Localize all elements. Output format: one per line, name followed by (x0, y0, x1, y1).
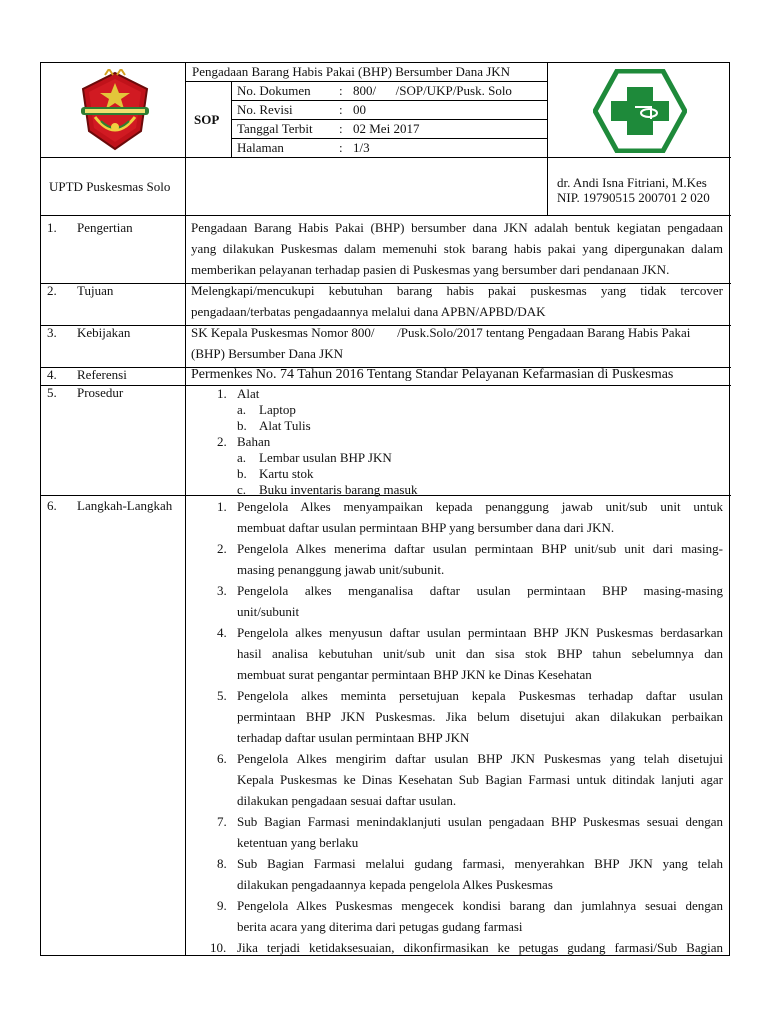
meta-label-document-number: No. Dokumen (237, 83, 311, 98)
step-number: 4. (217, 625, 227, 640)
prosedur-item: Laptop (259, 402, 296, 417)
regional-emblem-icon (75, 69, 155, 153)
pengertian-line: Pengadaan Barang Habis Pakai (BHP) bersumber dana JKN adalah bentuk kegiatan pengadaan (191, 220, 723, 235)
step-line: ketentuan yang berlaku (237, 835, 359, 850)
step-line: Kepala Puskesmas ke Dinas Kesehatan Sub Bagian Farmasi untuk ditindak lanjuti agar (237, 772, 723, 787)
step-line: dilakukan pengadaan sesuai daftar usulan. (237, 793, 457, 808)
step-line: Sub Bagian Farmasi melalui gudang farmasi, menyerahkan BHP JKN yang telah (237, 856, 723, 871)
section-title-kebijakan: Kebijakan (77, 325, 131, 340)
unit-name: UPTD Puskesmas Solo (49, 179, 171, 194)
step-number: 7. (217, 814, 227, 829)
prosedur-item: Kartu stok (259, 466, 314, 481)
step-line: Jika terjadi ketidaksesuaian, dikonfirmasikan ke petugas gudang farmasi/Sub Bagian (237, 940, 723, 955)
signer-nip: NIP. 19790515 200701 2 020 (557, 190, 710, 205)
tujuan-line: pengadaan/terbatas pengadaannya melalui dana APBN/APBD/DAK (191, 304, 546, 319)
meta-label-revision: No. Revisi (237, 102, 293, 117)
prosedur-group-number: 2. (217, 434, 227, 449)
step-line: permintaan BHP JKN Puskesmas. Jika belum disetujui akan dilakukan perbaikan (237, 709, 723, 724)
meta-colon: : (339, 102, 343, 117)
step-line: masing penanggung jawab unit/subunit. (237, 562, 445, 577)
section-title-prosedur: Prosedur (77, 385, 124, 400)
prosedur-group-label: Bahan (237, 434, 271, 449)
step-line: Pengelola Alkes menerima daftar usulan permintaan BHP unit/sub unit dari masing- (237, 541, 723, 556)
referensi-text: Permenkes No. 74 Tahun 2016 Tentang Standar Pelayanan Kefarmasian di Puskesmas (191, 367, 674, 382)
step-line: unit/subunit (237, 604, 300, 619)
column-divider-main (185, 63, 186, 955)
prosedur-item-letter: b. (237, 418, 247, 433)
kebijakan-line: SK Kepala Puskesmas Nomor 800/ /Pusk.Solo/2017 tentang Pengadaan Barang Habis Pakai (191, 325, 691, 340)
meta-value-revision: 00 (353, 102, 366, 117)
meta-label-issue-date: Tanggal Terbit (237, 121, 313, 136)
step-line: Pengelola alkes menyusun daftar usulan permintaan BHP JKN Puskesmas berdasarkan (237, 625, 723, 640)
step-line: berita acara yang diterima dari petugas gudang farmasi (237, 919, 523, 934)
step-line: terhadap daftar usulan permintaan BHP JKN (237, 730, 470, 745)
step-number: 5. (217, 688, 227, 703)
meta-label-page: Halaman (237, 140, 284, 155)
prosedur-group-number: 1. (217, 386, 227, 401)
step-number: 9. (217, 898, 227, 913)
section-number: 2. (47, 283, 57, 298)
section-title-pengertian: Pengertian (77, 220, 133, 235)
tujuan-line: Melengkapi/mencukupi kebutuhan barang habis pakai puskesmas yang tidak tercover (191, 283, 723, 298)
row-divider-referensi (41, 385, 731, 386)
meta-divider-2 (231, 119, 547, 120)
pengertian-line: memberikan pelayanan terhadap pasien di Puskesmas yang bersumber dari pendanaan JKN. (191, 262, 670, 277)
kebijakan-line: (BHP) Bersumber Dana JKN (191, 346, 344, 361)
sop-label: SOP (194, 112, 220, 127)
step-line: Pengelola alkes meminta persetujuan kepala Puskesmas terhadap daftar usulan (237, 688, 723, 703)
meta-colon: : (339, 83, 343, 98)
prosedur-item: Alat Tulis (259, 418, 311, 433)
step-line: Pengelola Alkes Puskesmas mengecek kondisi barang dan jumlahnya sesuai dengan (237, 898, 723, 913)
prosedur-item-letter: c. (237, 482, 247, 497)
step-number: 3. (217, 583, 227, 598)
sop-document (40, 62, 730, 956)
prosedur-item-letter: a. (237, 402, 247, 417)
step-line: Pengelola Alkes mengirim daftar usulan BHP JKN Puskesmas yang telah disetujui (237, 751, 723, 766)
section-number: 4. (47, 367, 57, 382)
meta-divider-3 (231, 138, 547, 139)
prosedur-item: Lembar usulan BHP JKN (259, 450, 392, 465)
row-divider-unit (41, 215, 731, 216)
prosedur-group-label: Alat (237, 386, 260, 401)
section-number: 3. (47, 325, 57, 340)
prosedur-item-letter: b. (237, 466, 247, 481)
step-number: 10. (210, 940, 227, 955)
meta-value-issue-date: 02 Mei 2017 (353, 121, 420, 136)
section-number: 1. (47, 220, 57, 235)
meta-colon: : (339, 121, 343, 136)
section-number: 6. (47, 498, 57, 513)
column-divider-logo-right (547, 63, 548, 215)
meta-colon: : (339, 140, 343, 155)
step-number: 1. (217, 499, 227, 514)
step-line: Pengelola alkes menganalisa daftar usulan permintaan BHP masing-masing (237, 583, 723, 598)
step-number: 6. (217, 751, 227, 766)
row-divider-header (41, 157, 731, 158)
meta-divider-1 (231, 100, 547, 101)
step-line: membuat surat pengantar permintaan BHP JKN ke Dinas Kesehatan (237, 667, 592, 682)
puskesmas-logo-icon (593, 69, 687, 153)
document-title: Pengadaan Barang Habis Pakai (BHP) Bersumber Dana JKN (192, 64, 511, 79)
step-number: 8. (217, 856, 227, 871)
prosedur-item-letter: a. (237, 450, 247, 465)
pengertian-line: yang dilakukan Puskesmas dalam memenuhi stok barang habis pakai yang dipergunakan dalam (191, 241, 723, 256)
section-title-referensi: Referensi (77, 367, 127, 382)
meta-value-page: 1/3 (353, 140, 370, 155)
step-line: hasil analisa kebutuhan unit/sub unit dan sisa stok BHP tahun sebelumnya dan (237, 646, 723, 661)
section-title-langkah: Langkah-Langkah (77, 498, 173, 513)
step-line: dilakukan pengadaannya kepada pengelola Alkes Puskesmas (237, 877, 553, 892)
signer-name: dr. Andi Isna Fitriani, M.Kes (557, 175, 707, 190)
step-line: Sub Bagian Farmasi menindaklanjuti usulan pengadaan BHP Puskesmas sesuai dengan (237, 814, 723, 829)
meta-value-document-number: 800/ /SOP/UKP/Pusk. Solo (353, 83, 512, 98)
column-divider-sop (231, 81, 232, 157)
step-line: membuat daftar usulan permintaan BHP yang bersumber dana dari JKN. (237, 520, 615, 535)
step-number: 2. (217, 541, 227, 556)
section-number: 5. (47, 385, 57, 400)
title-divider (185, 81, 547, 82)
prosedur-item: Buku inventaris barang masuk (259, 482, 418, 497)
section-title-tujuan: Tujuan (77, 283, 114, 298)
step-line: Pengelola Alkes menyampaikan kepada penanggung jawab unit/sub unit untuk (237, 499, 723, 514)
